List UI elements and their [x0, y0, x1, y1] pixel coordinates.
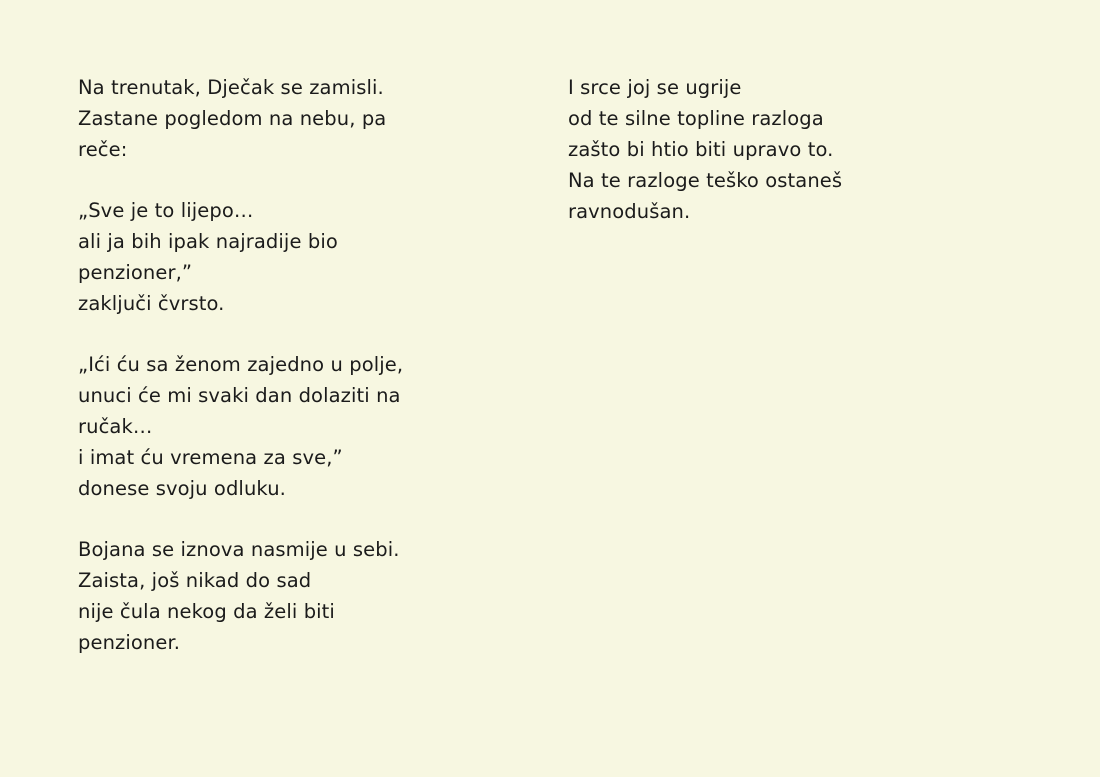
poem-line: penzioner. [78, 631, 181, 654]
poem-line: ali ja bih ipak najradije bio [78, 230, 338, 253]
column-right [568, 72, 988, 227]
poem-line: Na trenutak, Dječak se zamisli. [78, 76, 384, 99]
poem-line: Na te razloge teško ostaneš [568, 169, 843, 192]
poem-line: unuci će mi svaki dan dolaziti na [78, 384, 401, 407]
poem-line: reče: [78, 138, 128, 161]
stanza [78, 349, 498, 504]
stanza [78, 195, 498, 319]
poem-line: donese svoju odluku. [78, 477, 286, 500]
text-columns [78, 72, 1028, 658]
poem-line: Zastane pogledom na nebu, pa [78, 107, 387, 130]
stanza [568, 72, 988, 227]
stanza [78, 72, 498, 165]
poem-line: od te silne topline razloga [568, 107, 824, 130]
poem-line: penzioner,” [78, 261, 193, 284]
poem-line: „Ići ću sa ženom zajedno u polje, [78, 353, 404, 376]
poem-line: ručak… [78, 415, 153, 438]
stanza [78, 534, 498, 658]
column-left [78, 72, 498, 658]
poem-line: I srce joj se ugrije [568, 76, 742, 99]
poem-line: Bojana se iznova nasmije u sebi. [78, 538, 400, 561]
poem-line: i imat ću vremena za sve,” [78, 446, 343, 469]
poem-line: Zaista, još nikad do sad [78, 569, 312, 592]
poem-line: nije čula nekog da želi biti [78, 600, 335, 623]
poem-line: ravnodušan. [568, 200, 691, 223]
poem-line: zaključi čvrsto. [78, 292, 225, 315]
poem-line: „Sve je to lijepo… [78, 199, 254, 222]
poem-line: zašto bi htio biti upravo to. [568, 138, 834, 161]
